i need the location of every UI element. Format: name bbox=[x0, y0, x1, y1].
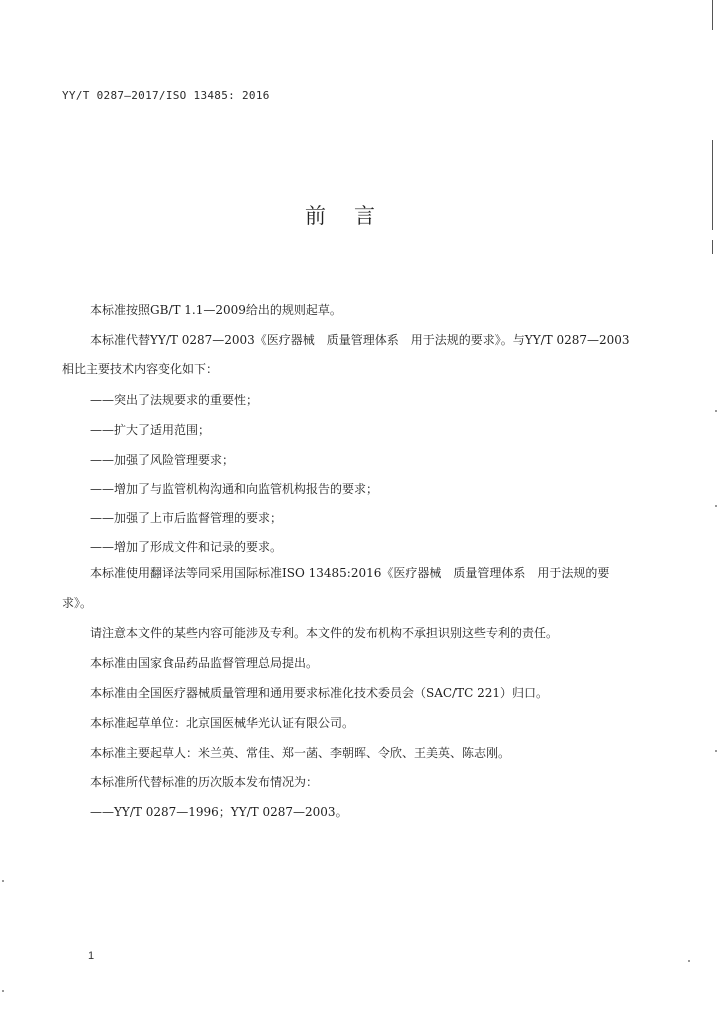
paragraph-under-jurisdiction: 本标准由全国医疗器械质量管理和通用要求标准化技术委员会（SAC/TC 221）归口。 bbox=[90, 686, 549, 700]
scan-edge-line bbox=[712, 0, 713, 30]
standard-code-header: YY/T 0287—2017/ISO 13485: 2016 bbox=[62, 89, 270, 102]
paragraph-adoption: 本标准使用翻译法等同采用国际标准ISO 13485:2016《医疗器械 质量管理体系 用于法规的要 bbox=[90, 566, 610, 580]
change-item: ——增加了与监管机构沟通和向监管机构报告的要求； bbox=[90, 482, 379, 496]
paragraph-history-intro: 本标准所代替标准的历次版本发布情况为： bbox=[90, 775, 319, 789]
change-item: ——增加了形成文件和记录的要求。 bbox=[90, 540, 283, 554]
scan-edge-line bbox=[712, 140, 713, 230]
paragraph-proposed-by: 本标准由国家食品药品监督管理总局提出。 bbox=[90, 656, 319, 670]
change-item: ——加强了上市后监督管理的要求； bbox=[90, 511, 283, 525]
page-title: 前言 bbox=[305, 204, 403, 228]
change-item: ——扩大了适用范围； bbox=[90, 423, 211, 437]
scan-edge-line bbox=[712, 240, 713, 254]
paragraph-patent-notice: 请注意本文件的某些内容可能涉及专利。本文件的发布机构不承担识别这些专利的责任。 bbox=[90, 626, 559, 640]
scan-dot bbox=[715, 410, 717, 412]
scan-dot bbox=[715, 750, 717, 752]
paragraph-replaces-cont: 相比主要技术内容变化如下： bbox=[62, 362, 219, 376]
page-number: 1 bbox=[88, 950, 95, 962]
paragraph-drafting-unit: 本标准起草单位：北京国医械华光认证有限公司。 bbox=[90, 716, 355, 730]
paragraph-drafters: 本标准主要起草人：米兰英、常佳、郑一菡、李朝晖、令欣、王美英、陈志刚。 bbox=[90, 746, 511, 760]
scan-dot bbox=[688, 960, 690, 962]
change-item: ——加强了风险管理要求； bbox=[90, 453, 235, 467]
scan-dot bbox=[2, 990, 4, 992]
paragraph-history-list: ——YY/T 0287—1996；YY/T 0287—2003。 bbox=[90, 805, 348, 819]
paragraph-replaces: 本标准代替YY/T 0287—2003《医疗器械 质量管理体系 用于法规的要求》。与YY/T 0287—2003 bbox=[90, 333, 630, 347]
scan-dot bbox=[715, 505, 717, 507]
change-item: ——突出了法规要求的重要性； bbox=[90, 393, 259, 407]
paragraph-drafting-rule: 本标准按照GB/T 1.1—2009给出的规则起草。 bbox=[90, 303, 342, 317]
paragraph-adoption-cont: 求》。 bbox=[62, 596, 93, 610]
scan-dot bbox=[2, 880, 4, 882]
